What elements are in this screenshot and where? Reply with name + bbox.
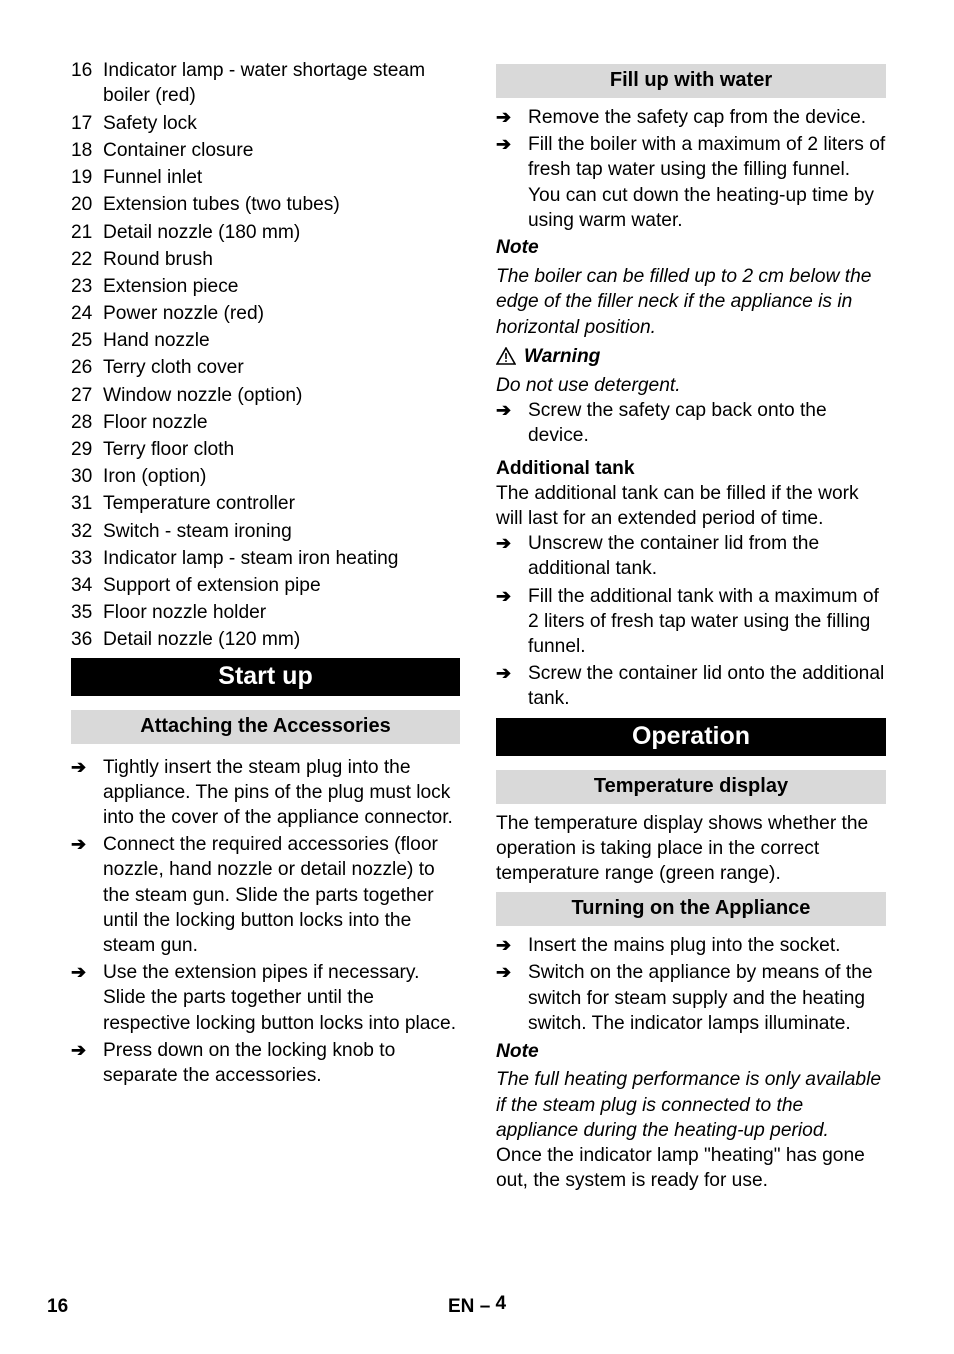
right-arrow-icon: ➔ (496, 107, 512, 127)
turning-steps (496, 933, 886, 1036)
part-number: 23 (71, 275, 93, 297)
part-label: Terry floor cloth (103, 439, 235, 461)
fill-steps (496, 105, 886, 233)
footer-dash: – (479, 1296, 491, 1317)
part-number: 30 (71, 466, 93, 488)
part-label: Power nozzle (red) (103, 303, 265, 325)
step-item (496, 105, 886, 130)
note2-text: The full heating performance is only available if the steam plug is connected to the appliance during the heating-up period. (496, 1069, 882, 1141)
part-label: Detail nozzle (120 mm) (103, 629, 301, 651)
step-text: Unscrew the container lid from the additional tank. (528, 533, 820, 580)
final-text: Once the indicator lamp "heating" has gone out, the system is ready for use. (496, 1144, 865, 1192)
lang-label: EN (448, 1296, 475, 1317)
step-item (496, 960, 886, 1036)
part-label: Safety lock (103, 112, 197, 134)
operation-heading: Operation (496, 718, 886, 756)
page-footer-center (448, 1293, 507, 1318)
warning-row (496, 344, 886, 369)
parts-list-item (71, 546, 460, 573)
part-number: 18 (71, 139, 93, 161)
parts-list-item (71, 58, 460, 111)
part-label: Hand nozzle (103, 330, 210, 352)
part-number: 19 (71, 167, 93, 189)
step-item (71, 1038, 460, 1088)
temp-text: The temperature display shows whether the operation is taking place in the correct temperature range (green range). (496, 812, 869, 885)
part-label: Support of extension pipe (103, 574, 321, 596)
parts-list-item (71, 165, 460, 192)
attaching-heading: Attaching the Accessories (71, 710, 460, 744)
step-text: Switch on the appliance by means of the switch for steam supply and the heating switch. The indicator lamps illuminate. (528, 962, 873, 1034)
part-number: 35 (71, 602, 93, 624)
part-number: 20 (71, 194, 93, 216)
step-item (496, 584, 886, 660)
part-number: 16 (71, 60, 93, 81)
turning-heading: Turning on the Appliance (496, 892, 886, 926)
part-label: Detail nozzle (180 mm) (103, 221, 301, 243)
part-label: Floor nozzle (103, 411, 208, 433)
note2-label: Note (496, 1041, 539, 1063)
part-label: Round brush (103, 248, 213, 270)
step-item (496, 398, 886, 448)
part-number: 28 (71, 411, 93, 433)
parts-list-item (71, 301, 460, 328)
part-number: 21 (71, 221, 93, 243)
left-column (71, 58, 460, 1090)
part-number: 22 (71, 248, 93, 270)
step-text: Remove the safety cap from the device. (528, 107, 867, 128)
additional-heading: Additional tank (496, 457, 635, 479)
right-arrow-icon: ➔ (496, 533, 512, 554)
right-arrow-icon: ➔ (496, 663, 512, 684)
start-up-heading: Start up (71, 658, 460, 696)
step-text: Connect the required accessories (floor nozzle, hand nozzle or detail nozzle) to the steam gun. Slide the parts together until the locking button locks into the steam gun. (103, 834, 438, 956)
step-item (496, 531, 886, 581)
right-arrow-icon: ➔ (496, 935, 512, 956)
parts-list-item (71, 437, 460, 464)
part-number: 17 (71, 112, 93, 134)
part-label: Indicator lamp - steam iron heating (103, 547, 399, 569)
right-arrow-icon: ➔ (71, 962, 87, 983)
parts-list-item (71, 519, 460, 546)
step-text: Use the extension pipes if necessary. Slide the parts together until the respective locking button locks into place. (103, 962, 457, 1034)
step-text: Tightly insert the steam plug into the appliance. The pins of the plug must lock into the cover of the appliance connector. (103, 756, 453, 828)
parts-list-item (71, 355, 460, 382)
page-number: 16 (47, 1296, 69, 1317)
warning-text: Do not use detergent. (496, 375, 681, 397)
right-arrow-icon: ➔ (496, 962, 512, 983)
warning-label: Warning (524, 345, 601, 367)
parts-list-item (71, 464, 460, 491)
step-item (71, 832, 460, 958)
part-number: 33 (71, 547, 93, 569)
part-number: 36 (71, 629, 93, 651)
part-label: Switch - steam ironing (103, 520, 292, 542)
parts-list-item (71, 383, 460, 410)
right-arrow-icon: ➔ (496, 134, 512, 155)
part-number: 27 (71, 384, 93, 406)
part-label: Window nozzle (option) (103, 384, 303, 406)
step-text: Fill the boiler with a maximum of 2 liters of fresh tap water using the filling funnel. You can cut down the heating-up time by using warm water. (528, 134, 886, 231)
part-label: Indicator lamp - water shortage steam boiler (red) (103, 60, 426, 107)
step-text: Screw the safety cap back onto the device. (528, 400, 827, 447)
parts-list-item (71, 573, 460, 600)
step-text: Press down on the locking knob to separate the accessories. (103, 1039, 396, 1086)
part-label: Iron (option) (103, 466, 207, 488)
parts-list-item (71, 247, 460, 274)
part-number: 34 (71, 574, 93, 596)
part-number: 26 (71, 357, 93, 379)
parts-list-item (71, 600, 460, 627)
step-item (71, 960, 460, 1036)
part-number: 29 (71, 439, 93, 461)
parts-list-item (71, 410, 460, 437)
right-arrow-icon: ➔ (496, 585, 512, 606)
warning-triangle-icon (496, 347, 516, 365)
parts-list-item (71, 274, 460, 301)
parts-list-item (71, 220, 460, 247)
right-arrow-icon: ➔ (71, 756, 87, 777)
part-label: Funnel inlet (103, 167, 203, 189)
parts-list-item (71, 328, 460, 355)
note1-text: The boiler can be filled up to 2 cm below the edge of the filler neck if the appliance is in horizontal position. (496, 266, 872, 338)
right-arrow-icon: ➔ (71, 1039, 87, 1060)
right-arrow-icon: ➔ (496, 400, 512, 421)
part-number: 32 (71, 520, 93, 542)
sub-page: 4 (495, 1293, 507, 1314)
temp-heading: Temperature display (496, 770, 886, 804)
attaching-steps (71, 755, 460, 1089)
part-label: Terry cloth cover (103, 357, 244, 379)
step-item (496, 933, 886, 958)
additional-steps (496, 531, 886, 711)
parts-list-item (71, 627, 460, 654)
part-number: 24 (71, 303, 93, 325)
step-item (71, 755, 460, 831)
part-label: Extension piece (103, 275, 239, 297)
step-text: Fill the additional tank with a maximum of 2 liters of fresh tap water using the filling funnel. (528, 585, 879, 658)
step-item (496, 132, 886, 233)
additional-text: The additional tank can be filled if the work will last for an extended period of time. (496, 482, 859, 530)
parts-list-item (71, 138, 460, 165)
parts-list (71, 58, 460, 655)
step-item (496, 661, 886, 711)
parts-list-item (71, 192, 460, 219)
part-label: Extension tubes (two tubes) (103, 194, 340, 216)
parts-list-item (71, 111, 460, 138)
note1-label: Note (496, 237, 539, 259)
parts-list-item (71, 491, 460, 518)
part-label: Container closure (103, 139, 254, 161)
fill-heading: Fill up with water (496, 64, 886, 98)
step-text: Insert the mains plug into the socket. (528, 935, 841, 957)
right-column (496, 64, 886, 1193)
part-label: Floor nozzle holder (103, 602, 267, 624)
step-text: Screw the container lid onto the additional tank. (528, 663, 885, 710)
part-number: 25 (71, 330, 93, 352)
fill-steps2 (496, 398, 886, 448)
part-number: 31 (71, 493, 93, 515)
part-label: Temperature controller (103, 493, 295, 515)
right-arrow-icon: ➔ (71, 834, 87, 855)
